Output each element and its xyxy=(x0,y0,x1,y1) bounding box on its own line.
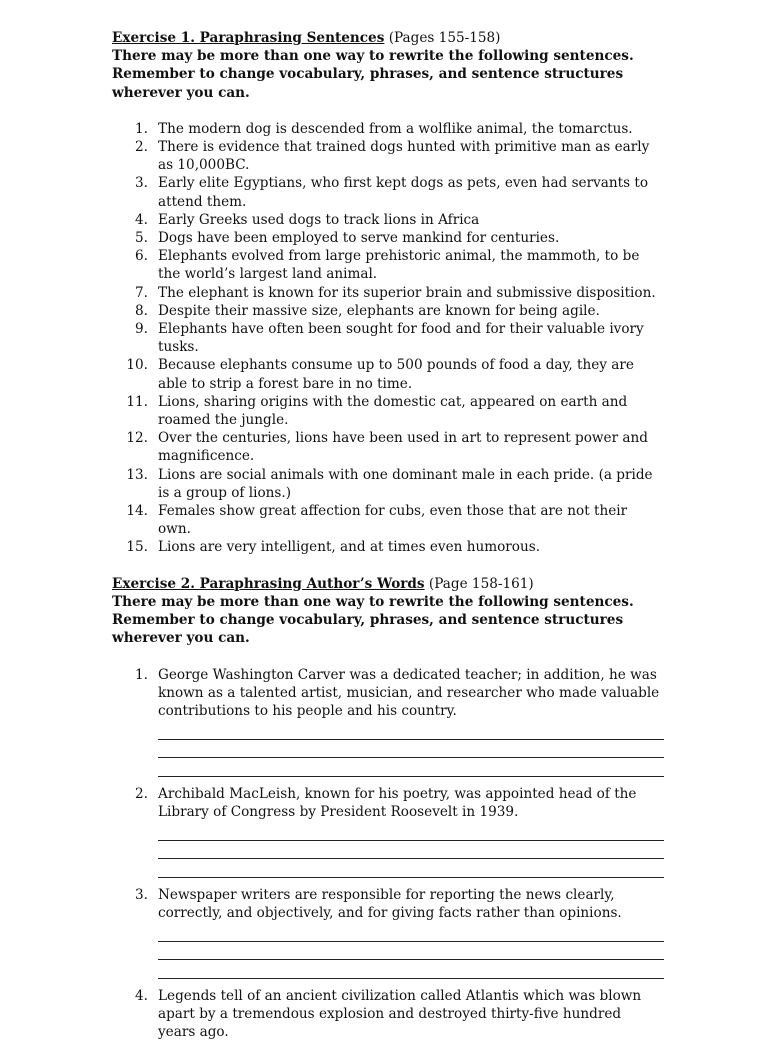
answer-line[interactable] xyxy=(158,841,664,859)
item-text: Newspaper writers are responsible for reporting the news clearly, correctly, and objectively, and for giving facts rather than opinions. xyxy=(158,887,622,921)
exercise-1-list xyxy=(112,120,660,557)
item-text: Despite their massive size, elephants are known for being agile. xyxy=(158,303,600,319)
answer-line[interactable] xyxy=(158,823,664,841)
list-item xyxy=(112,785,660,878)
item-text: Legends tell of an ancient civilization called Atlantis which was blown apart by a tremendous explosion and destroyed thirty-five hundred years ago. xyxy=(158,988,641,1040)
item-text: The modern dog is descended from a wolflike animal, the tomarctus. xyxy=(158,121,633,137)
exercise-1-heading xyxy=(112,29,660,47)
exercise-2-heading xyxy=(112,575,660,593)
list-item xyxy=(112,466,660,502)
item-text: Lions are social animals with one dominant male in each pride. (a pride is a group of lions.) xyxy=(158,467,653,501)
item-text: Because elephants consume up to 500 pounds of food a day, they are able to strip a forest bare in no time. xyxy=(158,357,634,391)
item-text: Females show great affection for cubs, even those that are not their own. xyxy=(158,503,627,537)
item-number: 5. xyxy=(112,229,148,247)
item-number: 10. xyxy=(112,356,148,374)
list-item xyxy=(112,138,660,174)
exercise-2-list xyxy=(112,666,660,1041)
item-number: 11. xyxy=(112,393,148,411)
item-number: 14. xyxy=(112,502,148,520)
answer-line[interactable] xyxy=(158,924,664,942)
answer-line[interactable] xyxy=(158,722,664,740)
item-number: 7. xyxy=(112,284,148,302)
list-item xyxy=(112,284,660,302)
item-number: 6. xyxy=(112,247,148,265)
list-item xyxy=(112,229,660,247)
answer-line[interactable] xyxy=(158,960,664,978)
item-text: Elephants have often been sought for food and for their valuable ivory tusks. xyxy=(158,321,644,355)
list-item xyxy=(112,886,660,979)
list-item xyxy=(112,356,660,392)
item-number: 2. xyxy=(112,785,148,803)
item-text: Archibald MacLeish, known for his poetry, was appointed head of the Library of Congress by President Roosevelt in 1939. xyxy=(158,786,636,820)
item-number: 15. xyxy=(112,538,148,556)
item-number: 1. xyxy=(112,666,148,684)
item-number: 9. xyxy=(112,320,148,338)
exercise-2-instructions: There may be more than one way to rewrite the following sentences. Remember to change vocabulary, phrases, and sentence structures wherever you can. xyxy=(112,593,660,648)
item-text: There is evidence that trained dogs hunted with primitive man as early as 10,000BC. xyxy=(158,139,649,173)
answer-line[interactable] xyxy=(158,942,664,960)
list-item xyxy=(112,987,660,1041)
item-text: Early elite Egyptians, who first kept dogs as pets, even had servants to attend them. xyxy=(158,175,648,209)
item-text: George Washington Carver was a dedicated teacher; in addition, he was known as a talented artist, musician, and researcher who made valuable contributions to his people and his country. xyxy=(158,667,659,719)
exercise-2-section xyxy=(112,575,660,1041)
item-number: 12. xyxy=(112,429,148,447)
exercise-2-title: Exercise 2. Paraphrasing Author’s Words xyxy=(112,576,425,592)
exercise-1-title: Exercise 1. Paraphrasing Sentences xyxy=(112,30,384,46)
list-item xyxy=(112,174,660,210)
item-text: Dogs have been employed to serve mankind for centuries. xyxy=(158,230,559,246)
worksheet-page xyxy=(112,29,660,1041)
list-item xyxy=(112,120,660,138)
list-item xyxy=(112,666,660,777)
answer-lines xyxy=(158,924,660,979)
item-number: 13. xyxy=(112,466,148,484)
item-number: 8. xyxy=(112,302,148,320)
exercise-2-pages: (Page 158-161) xyxy=(429,576,534,592)
item-number: 2. xyxy=(112,138,148,156)
item-number: 4. xyxy=(112,987,148,1005)
item-number: 1. xyxy=(112,120,148,138)
exercise-1-section xyxy=(112,29,660,557)
answer-line[interactable] xyxy=(158,740,664,758)
list-item xyxy=(112,302,660,320)
item-number: 3. xyxy=(112,174,148,192)
item-text: Lions, sharing origins with the domestic cat, appeared on earth and roamed the jungle. xyxy=(158,394,627,428)
item-number: 4. xyxy=(112,211,148,229)
item-number: 3. xyxy=(112,886,148,904)
item-text: Lions are very intelligent, and at times even humorous. xyxy=(158,539,540,555)
list-item xyxy=(112,538,660,556)
exercise-1-pages: (Pages 155-158) xyxy=(389,30,501,46)
list-item xyxy=(112,247,660,283)
answer-lines xyxy=(158,823,660,878)
list-item xyxy=(112,393,660,429)
answer-line[interactable] xyxy=(158,758,664,776)
item-text: Elephants evolved from large prehistoric animal, the mammoth, to be the world’s largest land animal. xyxy=(158,248,639,282)
exercise-1-instructions: There may be more than one way to rewrite the following sentences. Remember to change vocabulary, phrases, and sentence structures wherever you can. xyxy=(112,47,660,102)
list-item xyxy=(112,502,660,538)
list-item xyxy=(112,429,660,465)
list-item xyxy=(112,320,660,356)
item-text: Early Greeks used dogs to track lions in Africa xyxy=(158,212,479,228)
item-text: Over the centuries, lions have been used in art to represent power and magnificence. xyxy=(158,430,648,464)
list-item xyxy=(112,211,660,229)
answer-lines xyxy=(158,722,660,777)
item-text: The elephant is known for its superior brain and submissive disposition. xyxy=(158,285,656,301)
answer-line[interactable] xyxy=(158,859,664,877)
